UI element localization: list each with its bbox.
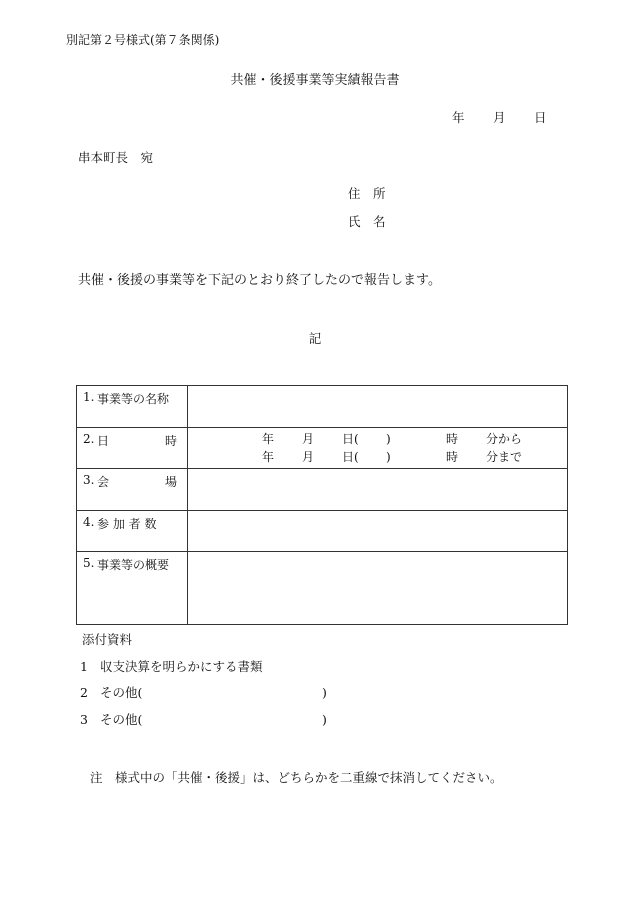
row-label-event-name (77, 386, 188, 428)
row-number: 1. (83, 390, 95, 404)
row-label-summary (77, 552, 188, 625)
row-label-participants (77, 511, 188, 552)
ki-heading: 記 (308, 331, 322, 346)
attachment-number: 1 (80, 659, 88, 674)
attachment-text: その他( (100, 712, 143, 727)
start-hour-label: 時 (446, 432, 459, 446)
end-month-label: 月 (302, 450, 315, 464)
start-year-label: 年 (262, 432, 275, 446)
end-year-label: 年 (262, 450, 275, 464)
table-row (77, 552, 568, 625)
table-row (77, 511, 568, 552)
row-number: 2. (83, 432, 95, 446)
participants-label: 参 加 者 数 (97, 517, 157, 531)
attachment-text: その他( (100, 685, 143, 700)
event-name-label: 事業等の名称 (97, 392, 170, 406)
start-day-label: 日( (342, 432, 359, 446)
date-year-label: 年 (452, 110, 465, 125)
end-minute-label: 分まで (486, 450, 523, 464)
summary-label: 事業等の概要 (97, 558, 170, 572)
document-title: 共催・後援事業等実績報告書 (230, 73, 400, 88)
table-row (77, 428, 568, 469)
venue-label-b: 場 (165, 475, 178, 489)
venue-label-a: 会 (97, 475, 110, 489)
form-number: 別記第２号様式(第７条関係) (66, 33, 220, 47)
attachments-title: 添付資料 (82, 632, 133, 647)
attachment-item-2 (80, 685, 327, 700)
date-month-label: 月 (493, 110, 506, 125)
row-number: 3. (83, 473, 95, 487)
table-row (77, 386, 568, 428)
start-month-label: 月 (302, 432, 315, 446)
participants-field[interactable] (188, 511, 568, 552)
venue-field[interactable] (188, 469, 568, 511)
body-text: 共催・後援の事業等を下記のとおり終了したので報告します。 (78, 273, 441, 288)
footnote: 注 様式中の「共催・後援」は、どちらかを二重線で抹消してください。 (90, 770, 503, 785)
end-weekday-close: ) (386, 450, 391, 464)
row-label-datetime (77, 428, 188, 469)
date-day-label: 日 (534, 110, 547, 125)
attachment-close-paren: ) (322, 712, 327, 727)
attachment-item-3 (80, 712, 327, 727)
row-number: 5. (83, 556, 95, 570)
datetime-label-day: 日 (97, 434, 110, 448)
datetime-label-time: 時 (165, 434, 178, 448)
attachment-close-paren: ) (322, 685, 327, 700)
row-label-venue (77, 469, 188, 511)
end-hour-label: 時 (446, 450, 459, 464)
start-minute-label: 分から (486, 432, 523, 446)
end-day-label: 日( (342, 450, 359, 464)
report-table (76, 385, 568, 625)
attachment-number: 2 (80, 685, 88, 700)
attachment-text: 収支決算を明らかにする書類 (100, 659, 263, 674)
addressee: 串本町長 宛 (78, 150, 154, 165)
summary-field[interactable] (188, 552, 568, 625)
start-weekday-close: ) (386, 432, 391, 446)
attachment-item-1 (80, 659, 263, 674)
row-number: 4. (83, 515, 95, 529)
event-name-field[interactable] (188, 386, 568, 428)
datetime-field[interactable] (188, 428, 568, 469)
attachment-number: 3 (80, 712, 88, 727)
table-row (77, 469, 568, 511)
address-label: 住 所 (348, 186, 386, 201)
name-label: 氏 名 (348, 214, 386, 229)
